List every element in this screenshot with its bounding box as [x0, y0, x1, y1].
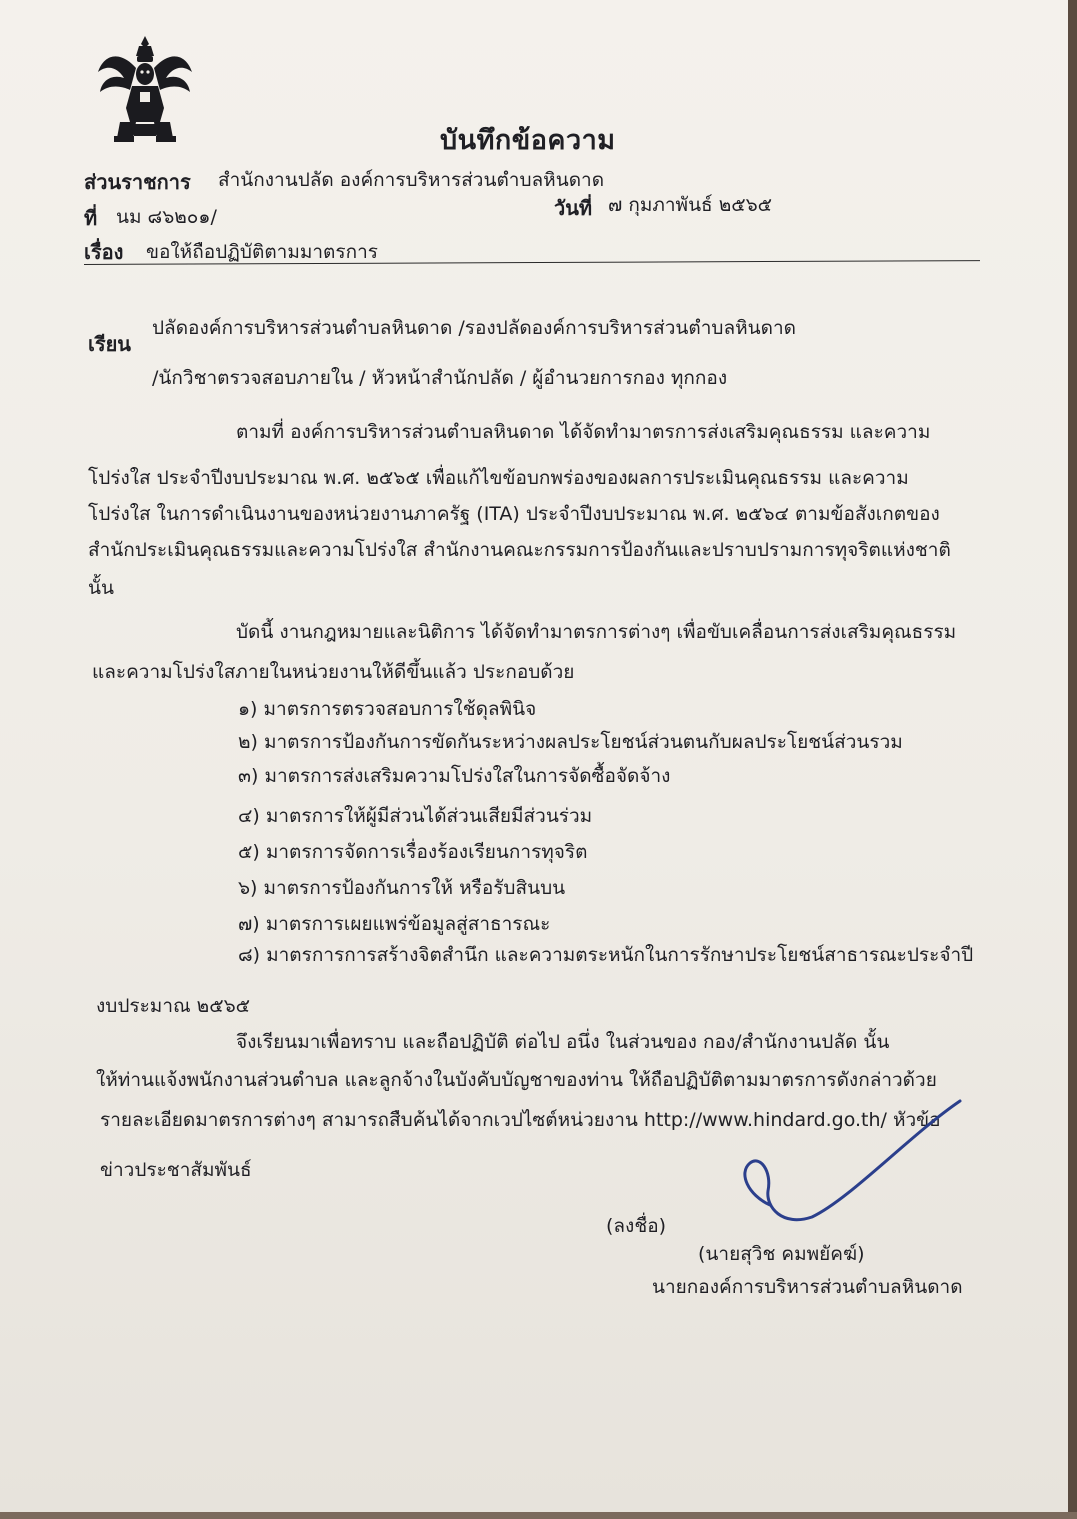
ref-label: ที่ [84, 206, 98, 230]
addressee-line: /นักวิชาตรวจสอบภายใน / หัวหน้าสำนักปลัด / ผู้อำนวยการกอง ทุกกอง [152, 367, 728, 389]
paragraph-line: สำนักประเมินคุณธรรมและความโปร่งใส สำนักงานคณะกรรมการป้องกันและปราบปรามการทุจริตแห่งชาติ [88, 539, 951, 561]
paragraph-line: โปร่งใส ในการดำเนินงานของหน่วยงานภาครัฐ (ITA) ประจำปีงบประมาณ พ.ศ. ๒๕๖๔ ตามข้อสังเกตของ [88, 503, 940, 525]
subject-value: ขอให้ถือปฏิบัติตามมาตรการ [146, 241, 378, 263]
addressee-label: เรียน [88, 332, 131, 356]
signer-position: นายกองค์การบริหารส่วนตำบลหินดาด [652, 1276, 963, 1298]
paragraph-line: รายละเอียดมาตรการต่างๆ สามารถสืบค้นได้จากเวปไซต์หน่วยงาน http://www.hindard.go.th/ หัวข้อ [100, 1109, 941, 1131]
dept-value: สำนักงานปลัด องค์การบริหารส่วนตำบลหินดาด [218, 169, 605, 191]
measure-item: ๗) มาตรการเผยแพร่ข้อมูลสู่สาธารณะ [238, 913, 551, 935]
paragraph-line: บัดนี้ งานกฎหมายและนิติการ ได้จัดทำมาตรการต่างๆ เพื่อขับเคลื่อนการส่งเสริมคุณธรรม [236, 621, 957, 643]
measure-item: ๑) มาตรการตรวจสอบการใช้ดุลพินิจ [238, 698, 537, 720]
measure-continuation: งบประมาณ ๒๕๖๕ [96, 995, 251, 1017]
measure-item: ๕) มาตรการจัดการเรื่องร้องเรียนการทุจริต [238, 841, 588, 863]
paragraph-line: ให้ท่านแจ้งพนักงานส่วนตำบล และลูกจ้างในบังคับบัญชาของท่าน ให้ถือปฏิบัติตามมาตรการดังกล่าวด้วย [96, 1069, 937, 1091]
date-label: วันที่ [554, 196, 593, 220]
sign-label: (ลงชื่อ) [606, 1215, 667, 1237]
signer-name: (นายสุวิช คมพยัคฆ์) [698, 1243, 865, 1265]
measure-item: ๒) มาตรการป้องกันการขัดกันระหว่างผลประโยชน์ส่วนตนกับผลประโยชน์ส่วนรวม [238, 731, 903, 753]
memo-title: บันทึกข้อความ [440, 125, 616, 156]
date-value: ๗ กุมภาพันธ์ ๒๕๖๕ [608, 194, 773, 216]
measure-item: ๔) มาตรการให้ผู้มีส่วนได้ส่วนเสียมีส่วนร่วม [238, 805, 593, 827]
addressee-line: ปลัดองค์การบริหารส่วนตำบลหินดาด /รองปลัดองค์การบริหารส่วนตำบลหินดาด [152, 317, 796, 339]
dept-label: ส่วนราชการ [84, 170, 191, 194]
paragraph-line: ตามที่ องค์การบริหารส่วนตำบลหินดาด ได้จัดทำมาตรการส่งเสริมคุณธรรม และความ [236, 421, 931, 443]
garuda-emblem-icon [90, 28, 200, 148]
measure-item: ๘) มาตรการการสร้างจิตสำนึก และความตระหนักในการรักษาประโยชน์สาธารณะประจำปี [238, 944, 974, 966]
table-surface-edge [0, 1512, 1077, 1519]
binding-edge [1068, 0, 1077, 1519]
ref-value: นม ๘๖๒๐๑/ [116, 206, 217, 228]
measure-item: ๖) มาตรการป้องกันการให้ หรือรับสินบน [238, 877, 566, 899]
handwritten-signature [720, 1095, 980, 1245]
subject-label: เรื่อง [84, 240, 124, 264]
paragraph-line: และความโปร่งใสภายในหน่วยงานให้ดีขึ้นแล้ว ประกอบด้วย [92, 661, 575, 683]
paragraph-line: นั้น [88, 577, 114, 599]
measure-item: ๓) มาตรการส่งเสริมความโปร่งใสในการจัดซื้อจัดจ้าง [238, 765, 671, 787]
paragraph-line: จึงเรียนมาเพื่อทราบ และถือปฏิบัติ ต่อไป อนึ่ง ในส่วนของ กอง/สำนักงานปลัด นั้น [236, 1031, 890, 1053]
paragraph-line: ข่าวประชาสัมพันธ์ [100, 1159, 252, 1181]
paragraph-line: โปร่งใส ประจำปีงบประมาณ พ.ศ. ๒๕๖๕ เพื่อแก้ไขข้อบกพร่องของผลการประเมินคุณธรรม และความ [88, 467, 909, 489]
